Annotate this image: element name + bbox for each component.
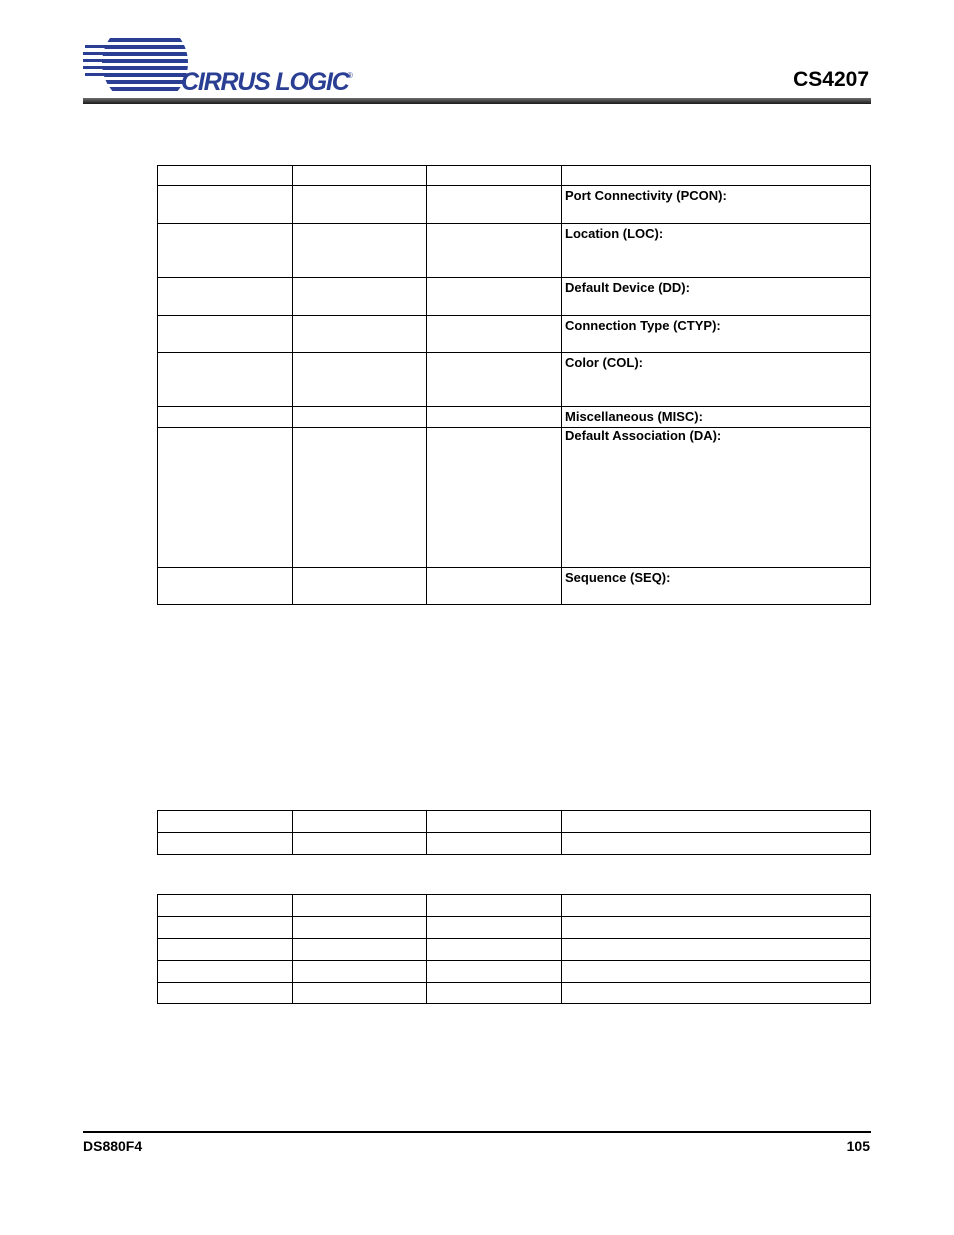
table-cell [427, 961, 562, 983]
part-number: CS4207 [793, 68, 869, 91]
table-cell [158, 224, 293, 278]
table-row [158, 278, 871, 316]
table-row [158, 166, 871, 186]
table-cell [293, 917, 427, 939]
table-cell [293, 186, 427, 224]
table-cell [158, 895, 293, 917]
table-cell [293, 983, 427, 1004]
document-id: DS880F4 [83, 1138, 143, 1154]
table-cell [293, 278, 427, 316]
table-cell [427, 278, 562, 316]
registered-mark: ® [347, 71, 353, 80]
field-label-ctyp: Connection Type (CTYP): [562, 316, 871, 353]
table-cell [293, 939, 427, 961]
table-cell [293, 353, 427, 407]
table-cell [293, 811, 427, 833]
field-label-seq: Sequence (SEQ): [562, 568, 871, 605]
logo-wordmark: CIRRUS LOGIC [181, 68, 349, 95]
table-row [158, 811, 871, 833]
table-cell [427, 811, 562, 833]
table-row [158, 568, 871, 605]
table-cell [562, 895, 871, 917]
table-cell [427, 983, 562, 1004]
table-cell [562, 961, 871, 983]
footer-rule [83, 1131, 871, 1133]
table-cell [293, 316, 427, 353]
table-cell [158, 166, 293, 186]
table-row [158, 407, 871, 428]
table-cell [427, 833, 562, 855]
register-table-small [157, 810, 871, 855]
table-cell [427, 895, 562, 917]
table-cell [293, 407, 427, 428]
field-label-pcon: Port Connectivity (PCON): [562, 186, 871, 224]
table-cell [293, 568, 427, 605]
table-cell [158, 961, 293, 983]
table-cell [158, 568, 293, 605]
table-cell [293, 428, 427, 568]
table-row [158, 224, 871, 278]
table-cell [427, 224, 562, 278]
table-cell [158, 186, 293, 224]
page-number: 105 [846, 1138, 870, 1154]
table-cell [293, 166, 427, 186]
table-row [158, 917, 871, 939]
table-cell [427, 939, 562, 961]
table-cell [293, 961, 427, 983]
table-row [158, 428, 871, 568]
table-cell [158, 278, 293, 316]
table-row [158, 353, 871, 407]
table-cell [427, 186, 562, 224]
header-rule [83, 98, 871, 104]
table-cell [158, 811, 293, 833]
table-cell [427, 568, 562, 605]
table-row [158, 961, 871, 983]
field-label-loc: Location (LOC): [562, 224, 871, 278]
table-cell [293, 833, 427, 855]
table-row [158, 939, 871, 961]
table-row [158, 316, 871, 353]
table-cell [427, 407, 562, 428]
field-label-col: Color (COL): [562, 353, 871, 407]
table-cell [427, 316, 562, 353]
table-cell [293, 224, 427, 278]
table-cell [158, 316, 293, 353]
table-cell [158, 983, 293, 1004]
logo-globe-icon [83, 38, 193, 91]
table-cell [158, 353, 293, 407]
table-cell [158, 833, 293, 855]
table-cell [562, 833, 871, 855]
table-cell [427, 353, 562, 407]
table-row [158, 983, 871, 1004]
cirrus-logic-logo [83, 33, 358, 95]
table-cell [427, 917, 562, 939]
table-row [158, 833, 871, 855]
pin-config-table [157, 165, 871, 605]
field-label-misc: Miscellaneous (MISC): [562, 407, 871, 428]
table-cell [562, 983, 871, 1004]
table-cell [158, 917, 293, 939]
table-cell [158, 939, 293, 961]
table-cell [158, 407, 293, 428]
register-table-bottom [157, 894, 871, 1004]
table-cell [562, 939, 871, 961]
table-row [158, 895, 871, 917]
table-cell [427, 428, 562, 568]
table-cell [562, 811, 871, 833]
field-label-da: Default Association (DA): [562, 428, 871, 568]
field-label-dd: Default Device (DD): [562, 278, 871, 316]
table-cell [562, 166, 871, 186]
table-cell [158, 428, 293, 568]
table-cell [427, 166, 562, 186]
table-cell [562, 917, 871, 939]
table-cell [293, 895, 427, 917]
table-row [158, 186, 871, 224]
